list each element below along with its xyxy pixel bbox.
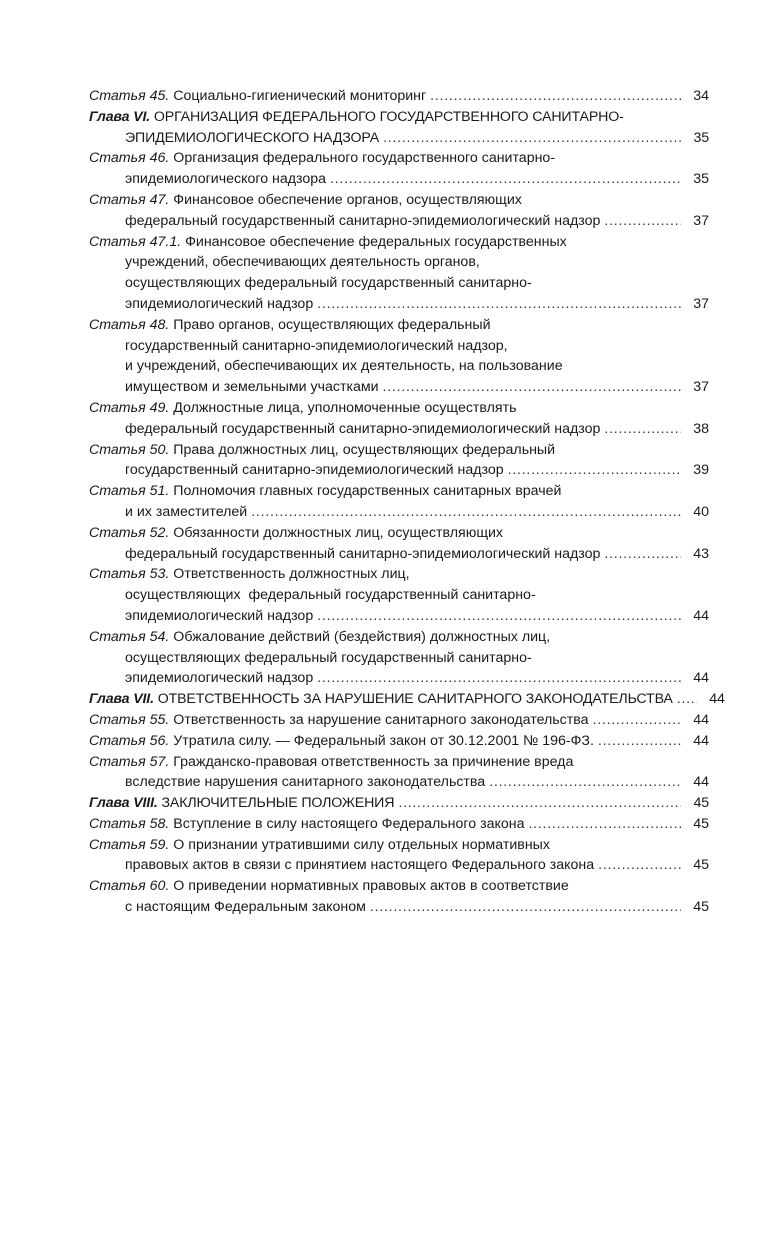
article-number: Статья 47. xyxy=(89,191,170,208)
page-number: 37 xyxy=(693,379,709,396)
article-title-line-1: О признании утратившими силу отдельных нормативных xyxy=(173,836,550,853)
toc-entry-article-49 xyxy=(89,398,709,440)
page-number: 45 xyxy=(693,899,709,916)
page-number: 44 xyxy=(693,774,709,791)
article-number: Статья 53. xyxy=(89,566,170,583)
toc-entry-article-56 xyxy=(89,731,709,752)
toc-entry-chapter-8 xyxy=(89,793,709,814)
article-number: Статья 54. xyxy=(89,628,170,645)
article-number: Статья 59. xyxy=(89,836,170,853)
toc-entry-article-48 xyxy=(89,315,709,398)
article-title-line-2: федеральный государственный санитарно-эпидемиологический надзор xyxy=(125,420,601,437)
dot-leader xyxy=(508,460,681,481)
article-title: Ответственность за нарушение санитарного законодательства xyxy=(173,711,589,728)
article-number: Статья 56. xyxy=(89,732,170,749)
article-title-line-1: Право органов, осуществляющих федеральный xyxy=(173,316,491,333)
article-title-line-2: с настоящим Федеральным законом xyxy=(125,899,366,916)
toc-entry-article-52 xyxy=(89,523,709,565)
article-number: Статья 55. xyxy=(89,711,170,728)
article-title-line-1: Гражданско-правовая ответственность за причинение вреда xyxy=(173,753,574,770)
article-title-line-2: федеральный государственный санитарно-эпидемиологический надзор xyxy=(125,545,601,562)
article-title-line-2: осуществляющих федеральный государственный санитарно- xyxy=(125,649,532,666)
page-number: 38 xyxy=(693,420,709,437)
article-number: Статья 48. xyxy=(89,316,170,333)
page-number: 35 xyxy=(693,129,709,146)
dot-leader xyxy=(604,419,681,440)
article-number: Статья 51. xyxy=(89,483,170,500)
toc-entry-article-50 xyxy=(89,440,709,482)
page-number: 44 xyxy=(693,670,709,687)
page-number: 39 xyxy=(693,462,709,479)
page-number: 37 xyxy=(693,295,709,312)
dot-leader xyxy=(317,294,681,315)
dot-leader xyxy=(593,710,681,731)
toc-entry-article-46 xyxy=(89,148,709,190)
dot-leader xyxy=(383,377,681,398)
dot-leader xyxy=(604,544,681,565)
toc-entry-article-58 xyxy=(89,814,709,835)
article-title-line-2: вследствие нарушения санитарного законодательства xyxy=(125,774,486,791)
article-number: Статья 49. xyxy=(89,399,170,416)
article-title-line-3: эпидемиологический надзор xyxy=(125,670,314,687)
toc-entry-article-57 xyxy=(89,752,709,794)
dot-leader xyxy=(370,897,681,918)
dot-leader xyxy=(430,86,681,107)
article-number: Статья 60. xyxy=(89,878,170,895)
page-number: 43 xyxy=(693,545,709,562)
article-title: Утратила силу. — Федеральный закон от 30.12.2001 № 196-ФЗ. xyxy=(173,732,594,749)
toc-entry-chapter-7 xyxy=(89,689,725,710)
article-title-line-1: Финансовое обеспечение федеральных государственных xyxy=(185,233,567,250)
page-number: 44 xyxy=(693,607,709,624)
article-number: Статья 50. xyxy=(89,441,170,458)
article-title-line-3: эпидемиологический надзор xyxy=(125,607,314,624)
article-title: Социально-гигиенический мониторинг xyxy=(173,88,427,104)
article-title-line-1: Обязанности должностных лиц, осуществляющих xyxy=(173,524,504,541)
toc-entry-article-55 xyxy=(89,710,709,731)
article-number: Статья 58. xyxy=(89,815,170,832)
chapter-title: ОТВЕТСТВЕННОСТЬ ЗА НАРУШЕНИЕ САНИТАРНОГО ЗАКОНОДАТЕЛЬСТВА xyxy=(157,691,673,708)
page-number: 40 xyxy=(693,503,709,520)
dot-leader xyxy=(251,502,681,523)
article-title-line-1: Права должностных лиц, осуществляющих федеральный xyxy=(173,441,556,458)
dot-leader xyxy=(489,772,681,793)
article-title-line-2: эпидемиологического надзора xyxy=(125,171,327,188)
article-title-line-3: и учреждений, обеспечивающих их деятельность, на пользование xyxy=(125,358,563,375)
chapter-number: Глава VII. xyxy=(89,691,154,708)
article-number: Статья 47.1. xyxy=(89,233,182,250)
page-number: 34 xyxy=(693,88,709,104)
article-title-line-2: государственный санитарно-эпидемиологический надзор xyxy=(125,462,504,479)
toc-entry-article-51 xyxy=(89,481,709,523)
toc-entry-chapter-6 xyxy=(89,107,709,149)
article-title-line-3: осуществляющих федеральный государственный санитарно- xyxy=(125,275,532,292)
article-title-line-2: учреждений, обеспечивающих деятельность органов, xyxy=(125,254,480,271)
dot-leader xyxy=(598,731,681,752)
article-number: Статья 52. xyxy=(89,524,170,541)
toc-entry-article-53 xyxy=(89,564,709,626)
toc-entry-article-45 xyxy=(89,86,709,107)
article-title-line-1: Обжалование действий (бездействия) должностных лиц, xyxy=(173,628,551,645)
chapter-title: ЗАКЛЮЧИТЕЛЬНЫЕ ПОЛОЖЕНИЯ xyxy=(161,795,395,812)
dot-leader xyxy=(598,855,681,876)
article-title-line-4: имуществом и земельными участками xyxy=(125,379,379,396)
toc-entry-article-54 xyxy=(89,627,709,689)
article-title-line-1: О приведении нормативных правовых актов в соответствие xyxy=(173,878,569,895)
dot-leader xyxy=(317,606,681,627)
page-number: 44 xyxy=(693,711,709,728)
article-title-line-2: осуществляющих федеральный государственный санитарно- xyxy=(125,587,536,604)
dot-leader xyxy=(604,211,681,232)
toc-entry-article-47 xyxy=(89,190,709,232)
dot-leader xyxy=(398,793,681,814)
article-number: Статья 46. xyxy=(89,150,170,167)
page-number: 45 xyxy=(693,815,709,832)
article-number: Статья 57. xyxy=(89,753,170,770)
dot-leader xyxy=(677,689,697,710)
toc-entry-article-59 xyxy=(89,835,709,877)
table-of-contents xyxy=(89,86,725,918)
article-title-line-2: и их заместителей xyxy=(125,503,248,520)
article-title-line-2: федеральный государственный санитарно-эпидемиологический надзор xyxy=(125,212,601,229)
chapter-title-line-1: ОРГАНИЗАЦИЯ ФЕДЕРАЛЬНОГО ГОСУДАРСТВЕННОГО САНИТАРНО- xyxy=(153,108,624,125)
article-title-line-2: правовых актов в связи с принятием настоящего Федерального закона xyxy=(125,857,595,874)
chapter-number: Глава VIII. xyxy=(89,795,158,812)
page-number: 35 xyxy=(693,171,709,188)
article-title-line-1: Ответственность должностных лиц, xyxy=(173,566,410,583)
toc-entry-article-60 xyxy=(89,876,709,918)
article-title-line-1: Организация федерального государственного санитарно- xyxy=(173,150,556,167)
page-number: 37 xyxy=(693,212,709,229)
page-number: 44 xyxy=(693,732,709,749)
dot-leader xyxy=(528,814,681,835)
dot-leader xyxy=(383,128,681,149)
article-title-line-2: государственный санитарно-эпидемиологический надзор, xyxy=(125,337,508,354)
dot-leader xyxy=(317,668,681,689)
article-number: Статья 45. xyxy=(89,88,170,104)
article-title: Вступление в силу настоящего Федерального закона xyxy=(173,815,525,832)
page-number: 45 xyxy=(693,795,709,812)
article-title-line-1: Финансовое обеспечение органов, осуществляющих xyxy=(173,191,522,208)
chapter-title-line-2: ЭПИДЕМИОЛОГИЧЕСКОГО НАДЗОРА xyxy=(125,129,380,146)
article-title-line-1: Полномочия главных государственных санитарных врачей xyxy=(173,483,562,500)
dot-leader xyxy=(330,169,681,190)
article-title-line-4: эпидемиологический надзор xyxy=(125,295,314,312)
toc-entry-article-47-1 xyxy=(89,232,709,315)
chapter-number: Глава VI. xyxy=(89,108,151,125)
page-number: 44 xyxy=(709,691,725,708)
page-number: 45 xyxy=(693,857,709,874)
article-title-line-1: Должностные лица, уполномоченные осуществлять xyxy=(173,399,517,416)
